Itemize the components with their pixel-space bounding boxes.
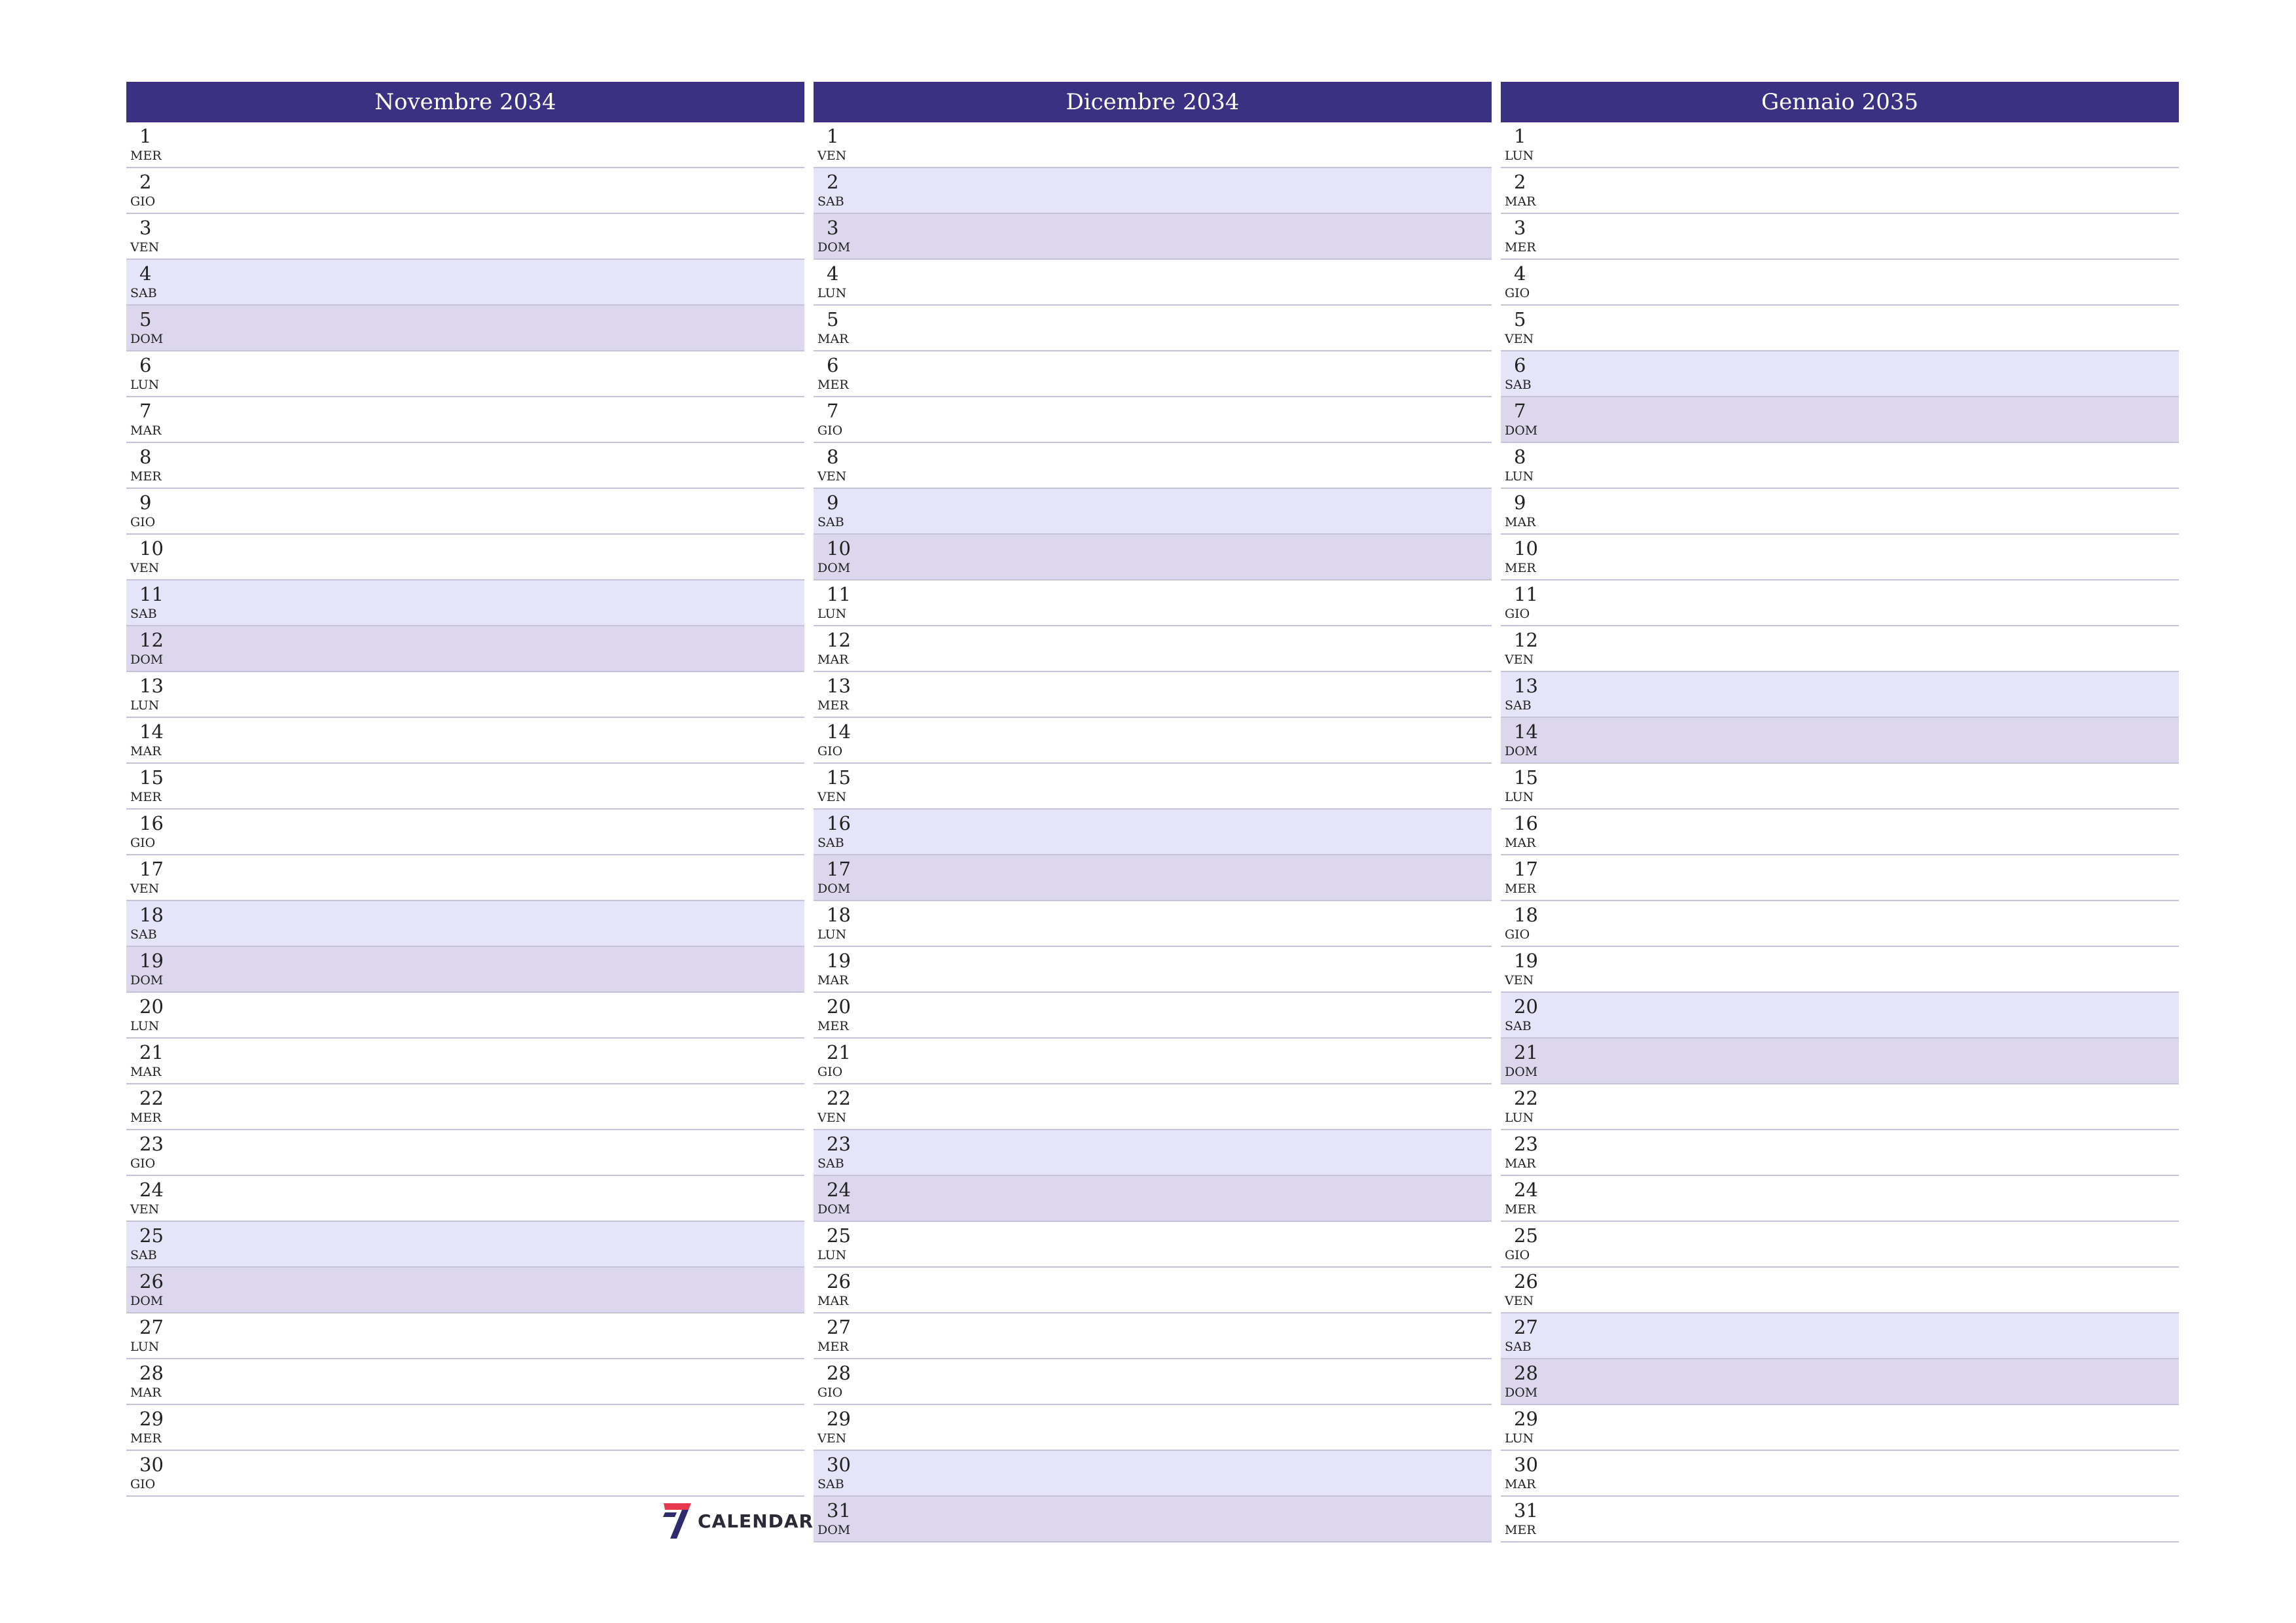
weekday-label: MER [130,790,162,804]
day-row [1501,1268,2179,1313]
weekday-label: SAB [130,1248,157,1262]
day-number: 29 [1514,1408,1538,1430]
day-row [1501,626,2179,672]
day-row [814,168,1492,214]
day-row [126,580,804,626]
day-row [126,1405,804,1451]
day-number: 23 [139,1133,164,1155]
day-row [1501,1130,2179,1176]
weekday-label: SAB [817,515,844,529]
day-row [1501,122,2179,168]
weekday-label: GIO [130,1477,156,1491]
day-number: 31 [1514,1499,1538,1522]
day-number: 9 [139,491,152,514]
weekday-label: GIO [130,1156,156,1171]
weekday-label: GIO [130,515,156,529]
day-number: 6 [1514,354,1526,376]
weekday-label: DOM [817,882,851,896]
month-title: Novembre 2034 [126,82,804,122]
day-row [1501,718,2179,764]
weekday-label: MER [1505,240,1536,255]
weekday-label: LUN [817,607,847,621]
day-row [1501,489,2179,535]
day-number: 14 [1514,721,1538,743]
day-number: 1 [139,125,152,147]
day-number: 11 [1514,583,1538,605]
day-row [126,1084,804,1130]
day-row [814,947,1492,993]
day-number: 9 [1514,491,1526,514]
month-column-november [126,82,804,1491]
weekday-label: MAR [817,332,849,346]
weekday-label: SAB [817,1477,844,1491]
weekday-label: VEN [1505,652,1534,667]
day-row [126,901,804,947]
day-row [126,672,804,718]
day-number: 6 [139,354,152,376]
day-row [814,214,1492,260]
day-row [126,810,804,855]
day-number: 21 [139,1041,164,1063]
weekday-label: GIO [817,744,843,758]
day-number: 18 [827,904,851,926]
day-row [814,260,1492,306]
day-row [1501,855,2179,901]
day-number: 28 [139,1362,164,1384]
day-row [1501,1039,2179,1084]
weekday-label: DOM [1505,1065,1538,1079]
weekday-label: VEN [130,1202,160,1217]
day-row [126,1359,804,1405]
weekday-label: GIO [1505,286,1530,300]
weekday-label: VEN [130,882,160,896]
weekday-label: SAB [130,607,157,621]
weekday-label: SAB [130,927,157,942]
day-number: 31 [827,1499,851,1522]
weekday-label: DOM [1505,744,1538,758]
day-number: 9 [827,491,839,514]
day-number: 24 [139,1179,164,1201]
day-row [1501,168,2179,214]
day-row [1501,580,2179,626]
weekday-label: DOM [817,1523,851,1537]
weekday-label: GIO [1505,927,1530,942]
weekday-label: VEN [130,561,160,575]
day-number: 2 [1514,171,1526,193]
day-row [814,1497,1492,1543]
weekday-label: SAB [817,1156,844,1171]
weekday-label: MAR [130,744,162,758]
weekday-label: GIO [817,423,843,438]
day-row [814,397,1492,443]
weekday-label: SAB [1505,378,1532,392]
day-number: 23 [827,1133,851,1155]
day-number: 19 [1514,950,1538,972]
weekday-label: DOM [817,1202,851,1217]
weekday-label: MER [130,469,162,484]
day-number: 13 [139,675,164,697]
weekday-label: SAB [130,286,157,300]
weekday-label: LUN [130,378,160,392]
day-number: 13 [1514,675,1538,697]
day-row [126,855,804,901]
day-number: 6 [827,354,839,376]
weekday-label: DOM [130,1294,164,1308]
day-row [814,764,1492,810]
weekday-label: MER [817,1340,849,1354]
day-number: 2 [139,171,152,193]
weekday-label: MER [1505,882,1536,896]
day-row [126,626,804,672]
weekday-label: VEN [1505,332,1534,346]
month-column-january [1501,82,2179,1537]
weekday-label: MAR [817,652,849,667]
day-number: 11 [827,583,851,605]
day-number: 12 [139,629,164,651]
day-number: 17 [827,858,851,880]
weekday-label: SAB [1505,698,1532,713]
day-row [814,306,1492,351]
weekday-label: MER [1505,1523,1536,1537]
weekday-label: MER [130,149,162,163]
day-number: 26 [1514,1270,1538,1293]
day-row [814,1405,1492,1451]
day-number: 20 [139,995,164,1018]
day-number: 8 [139,446,152,468]
weekday-label: VEN [1505,1294,1534,1308]
day-row [1501,1084,2179,1130]
day-number: 10 [1514,537,1538,560]
day-number: 1 [1514,125,1526,147]
day-number: 26 [139,1270,164,1293]
day-row [1501,397,2179,443]
day-number: 10 [827,537,851,560]
day-row [126,1268,804,1313]
weekday-label: GIO [817,1385,843,1400]
day-number: 15 [827,766,851,789]
day-number: 20 [827,995,851,1018]
day-row [1501,306,2179,351]
day-row [1501,764,2179,810]
day-number: 30 [827,1454,851,1476]
day-row [814,535,1492,580]
seven-logo-icon [662,1503,691,1539]
day-row [126,306,804,351]
day-row [1501,1497,2179,1543]
day-row [126,1176,804,1222]
weekday-label: LUN [130,1019,160,1033]
weekday-label: DOM [130,973,164,988]
day-row [814,718,1492,764]
day-number: 25 [139,1224,164,1247]
day-row [1501,535,2179,580]
weekday-label: DOM [817,561,851,575]
day-row [1501,1222,2179,1268]
day-row [126,214,804,260]
day-number: 16 [827,812,851,834]
weekday-label: LUN [1505,1111,1534,1125]
day-number: 12 [827,629,851,651]
day-number: 27 [139,1316,164,1338]
day-number: 3 [139,217,152,239]
day-number: 10 [139,537,164,560]
weekday-label: VEN [817,1111,847,1125]
day-number: 20 [1514,995,1538,1018]
weekday-label: GIO [817,1065,843,1079]
day-number: 27 [1514,1316,1538,1338]
weekday-label: MER [1505,561,1536,575]
weekday-label: LUN [817,286,847,300]
weekday-label: SAB [817,836,844,850]
weekday-label: MAR [130,423,162,438]
day-number: 21 [827,1041,851,1063]
day-number: 22 [1514,1087,1538,1109]
day-number: 21 [1514,1041,1538,1063]
day-number: 17 [1514,858,1538,880]
day-row [126,260,804,306]
day-row [126,1130,804,1176]
day-row [126,718,804,764]
weekday-label: LUN [1505,149,1534,163]
day-row [126,489,804,535]
weekday-label: MAR [817,1294,849,1308]
day-number: 4 [1514,262,1526,285]
weekday-label: DOM [130,652,164,667]
day-number: 5 [1514,308,1526,330]
month-column-december [814,82,1492,1537]
day-row [1501,1451,2179,1497]
weekday-label: MER [130,1431,162,1446]
weekday-label: VEN [130,240,160,255]
day-number: 16 [1514,812,1538,834]
weekday-label: DOM [817,240,851,255]
day-number: 18 [139,904,164,926]
day-number: 22 [827,1087,851,1109]
day-row [126,122,804,168]
day-number: 28 [1514,1362,1538,1384]
day-row [1501,993,2179,1039]
day-row [814,1268,1492,1313]
weekday-label: MAR [130,1065,162,1079]
day-number: 24 [1514,1179,1538,1201]
day-number: 29 [827,1408,851,1430]
day-row [1501,947,2179,993]
day-number: 19 [827,950,851,972]
day-row [814,443,1492,489]
weekday-label: GIO [1505,607,1530,621]
weekday-label: MER [817,1019,849,1033]
day-row [814,122,1492,168]
day-row [814,1084,1492,1130]
day-row [1501,260,2179,306]
day-number: 11 [139,583,164,605]
day-row [814,626,1492,672]
day-number: 14 [827,721,851,743]
month-title: Dicembre 2034 [814,82,1492,122]
day-row [1501,672,2179,718]
day-row [1501,1313,2179,1359]
day-number: 4 [139,262,152,285]
weekday-label: MAR [130,1385,162,1400]
day-number: 8 [1514,446,1526,468]
day-number: 24 [827,1179,851,1201]
day-number: 2 [827,171,839,193]
day-row [126,993,804,1039]
day-row [1501,1405,2179,1451]
day-number: 23 [1514,1133,1538,1155]
day-number: 15 [1514,766,1538,789]
day-number: 18 [1514,904,1538,926]
day-number: 27 [827,1316,851,1338]
weekday-label: LUN [1505,469,1534,484]
day-number: 19 [139,950,164,972]
day-number: 7 [827,400,839,422]
weekday-label: GIO [130,194,156,209]
day-number: 13 [827,675,851,697]
weekday-label: DOM [130,332,164,346]
day-row [126,764,804,810]
day-number: 30 [139,1454,164,1476]
weekday-label: GIO [130,836,156,850]
day-number: 28 [827,1362,851,1384]
weekday-label: MER [1505,1202,1536,1217]
weekday-label: VEN [817,790,847,804]
day-number: 5 [139,308,152,330]
day-row [126,351,804,397]
day-number: 15 [139,766,164,789]
day-row [126,1313,804,1359]
day-row [126,443,804,489]
weekday-label: MAR [1505,194,1536,209]
day-number: 25 [1514,1224,1538,1247]
day-number: 8 [827,446,839,468]
day-row [1501,443,2179,489]
weekday-label: MAR [1505,1156,1536,1171]
weekday-label: VEN [817,1431,847,1446]
weekday-label: VEN [1505,973,1534,988]
day-number: 7 [1514,400,1526,422]
weekday-label: MAR [1505,515,1536,529]
day-row [814,1222,1492,1268]
day-row [814,1451,1492,1497]
weekday-label: DOM [1505,423,1538,438]
weekday-label: MER [817,378,849,392]
day-row [1501,1359,2179,1405]
day-row [814,489,1492,535]
day-row [814,1130,1492,1176]
day-row [1501,810,2179,855]
weekday-label: LUN [130,1340,160,1354]
day-number: 3 [1514,217,1526,239]
day-number: 1 [827,125,839,147]
weekday-label: SAB [1505,1019,1532,1033]
day-number: 3 [827,217,839,239]
day-number: 16 [139,812,164,834]
day-row [1501,214,2179,260]
day-number: 4 [827,262,839,285]
day-row [814,855,1492,901]
day-row [1501,1176,2179,1222]
day-row [814,901,1492,947]
day-row [814,1359,1492,1405]
day-number: 12 [1514,629,1538,651]
day-number: 5 [827,308,839,330]
day-number: 17 [139,858,164,880]
day-row [1501,351,2179,397]
day-row [814,672,1492,718]
weekday-label: LUN [817,927,847,942]
day-row [814,810,1492,855]
day-number: 14 [139,721,164,743]
day-row [814,1313,1492,1359]
day-row [814,1176,1492,1222]
brand-logo [662,1503,814,1539]
day-row [126,397,804,443]
weekday-label: GIO [1505,1248,1530,1262]
weekday-label: SAB [817,194,844,209]
weekday-label: VEN [817,469,847,484]
day-number: 29 [139,1408,164,1430]
weekday-label: SAB [1505,1340,1532,1354]
weekday-label: MAR [1505,1477,1536,1491]
weekday-label: MER [130,1111,162,1125]
weekday-label: LUN [1505,790,1534,804]
weekday-label: DOM [1505,1385,1538,1400]
day-row [814,580,1492,626]
logo-text: CALENDAR [698,1510,814,1532]
day-row [814,1039,1492,1084]
weekday-label: MAR [1505,836,1536,850]
day-row [126,1039,804,1084]
day-row [126,1222,804,1268]
weekday-label: LUN [817,1248,847,1262]
weekday-label: LUN [130,698,160,713]
day-number: 30 [1514,1454,1538,1476]
weekday-label: LUN [1505,1431,1534,1446]
weekday-label: VEN [817,149,847,163]
day-row [1501,901,2179,947]
day-number: 25 [827,1224,851,1247]
day-row [814,993,1492,1039]
weekday-label: MER [817,698,849,713]
day-row [126,535,804,580]
day-number: 26 [827,1270,851,1293]
day-number: 7 [139,400,152,422]
month-title: Gennaio 2035 [1501,82,2179,122]
day-row [126,947,804,993]
day-row [126,1451,804,1497]
day-number: 22 [139,1087,164,1109]
day-row [126,168,804,214]
weekday-label: MAR [817,973,849,988]
day-row [814,351,1492,397]
